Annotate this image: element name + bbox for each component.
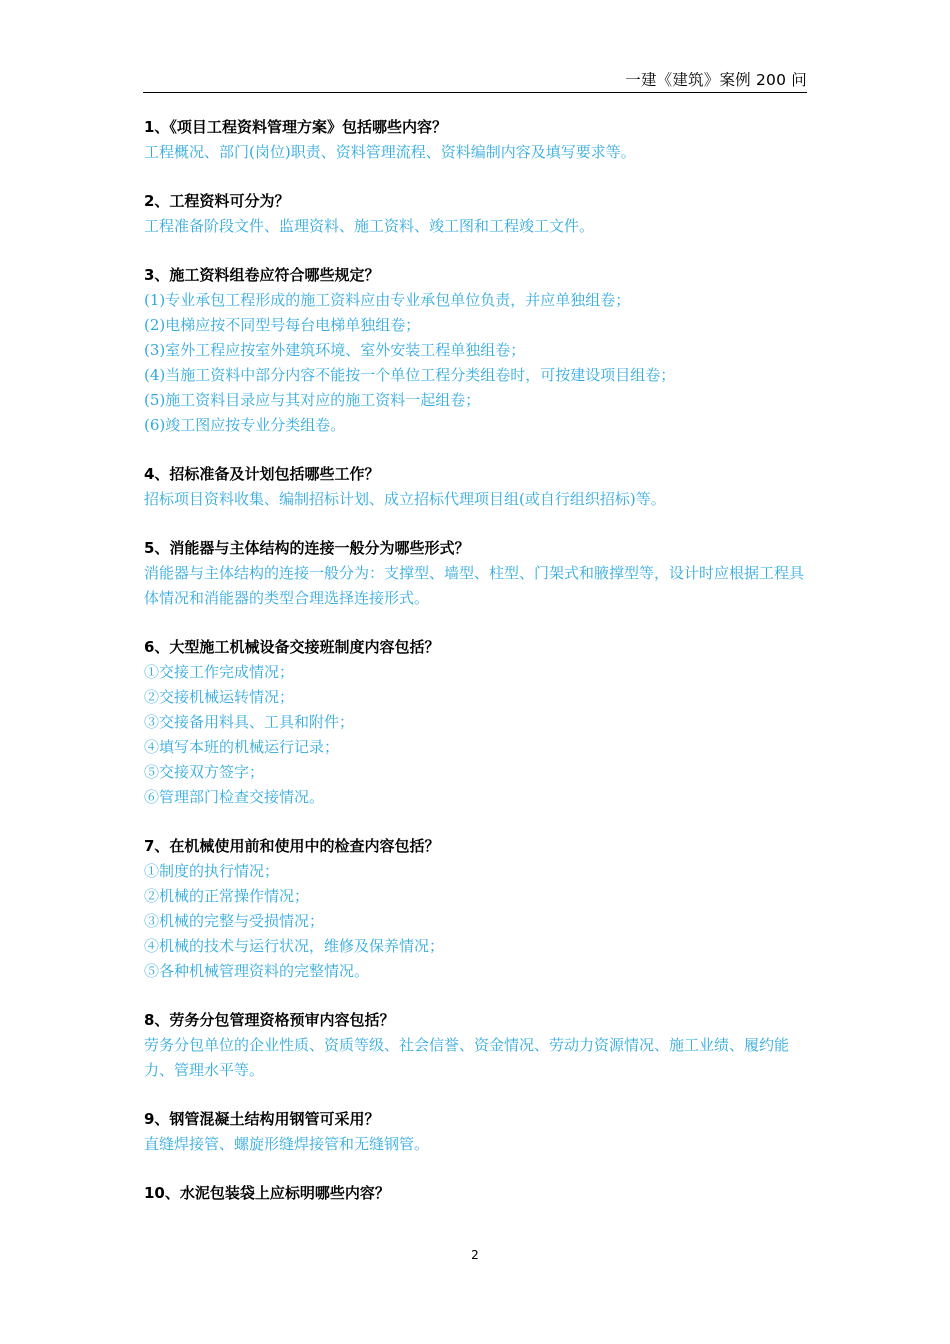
answer-line: ⑤各种机械管理资料的完整情况。 [144,962,370,980]
document-title: 一建《建筑》案例 200 问 [625,71,807,89]
answer-line: (5)施工资料目录应与其对应的施工资料一起组卷； [144,391,481,409]
answer: 工程概况、部门(岗位)职责、资料管理流程、资料编制内容及填写要求等。 [144,143,636,161]
question: 3、施工资料组卷应符合哪些规定？ [144,266,380,284]
qa-item [144,536,808,611]
answer: 劳务分包单位的企业性质、资质等级、社会信誉、资金情况、劳动力资源情况、施工业绩、履约能力、管理水平等。 [144,1036,790,1079]
answer-line: ②交接机械运转情况； [144,688,295,706]
question: 6、大型施工机械设备交接班制度内容包括？ [144,638,440,656]
qa-item [144,1107,808,1157]
question: 8、劳务分包管理资格预审内容包括？ [144,1011,395,1029]
answer-line: ③交接备用料具、工具和附件； [144,713,355,731]
qa-item [144,1181,808,1206]
answer-line: ②机械的正常操作情况； [144,887,310,905]
qa-item [144,635,808,810]
answer: 工程准备阶段文件、监理资料、施工资料、竣工图和工程竣工文件。 [144,217,595,235]
page-header [143,60,807,93]
answer-line: ⑥管理部门检查交接情况。 [144,788,325,806]
question: 1、《项目工程资料管理方案》包括哪些内容？ [144,118,447,136]
question: 10、水泥包装袋上应标明哪些内容？ [144,1184,390,1202]
answer-line: ④填写本班的机械运行记录； [144,738,340,756]
answer-line: (1)专业承包工程形成的施工资料应由专业承包单位负责，并应单独组卷； [144,291,631,309]
qa-item [144,189,808,239]
qa-item [144,462,808,512]
answer-line: ③机械的完整与受损情况； [144,912,325,930]
qa-list [144,115,808,1230]
answer: 直缝焊接管、螺旋形缝焊接管和无缝钢管。 [144,1135,430,1153]
answer: 招标项目资料收集、编制招标计划、成立招标代理项目组(或自行组织招标)等。 [144,490,666,508]
question: 5、消能器与主体结构的连接一般分为哪些形式？ [144,539,470,557]
question: 9、钢管混凝土结构用钢管可采用？ [144,1110,380,1128]
answer: 消能器与主体结构的连接一般分为：支撑型、墙型、柱型、门架式和腋撑型等，设计时应根据工程具体情况和消能器的类型合理选择连接形式。 [144,564,805,607]
answer-line: (3)室外工程应按室外建筑环境、室外安装工程单独组卷； [144,341,526,359]
qa-item [144,263,808,438]
question: 7、在机械使用前和使用中的检查内容包括？ [144,837,440,855]
question: 2、工程资料可分为？ [144,192,290,210]
answer-line: (2)电梯应按不同型号每台电梯单独组卷； [144,316,421,334]
qa-item [144,834,808,984]
answer-line: ①交接工作完成情况； [144,663,295,681]
qa-item [144,1008,808,1083]
page-number: 2 [471,1248,479,1262]
answer-line: (6)竣工图应按专业分类组卷。 [144,416,346,434]
question: 4、招标准备及计划包括哪些工作？ [144,465,380,483]
answer-line: ④机械的技术与运行状况，维修及保养情况； [144,937,445,955]
answer-line: ⑤交接双方签字； [144,763,265,781]
answer-line: (4)当施工资料中部分内容不能按一个单位工程分类组卷时，可按建设项目组卷； [144,366,676,384]
qa-item [144,115,808,165]
answer-line: ①制度的执行情况； [144,862,280,880]
